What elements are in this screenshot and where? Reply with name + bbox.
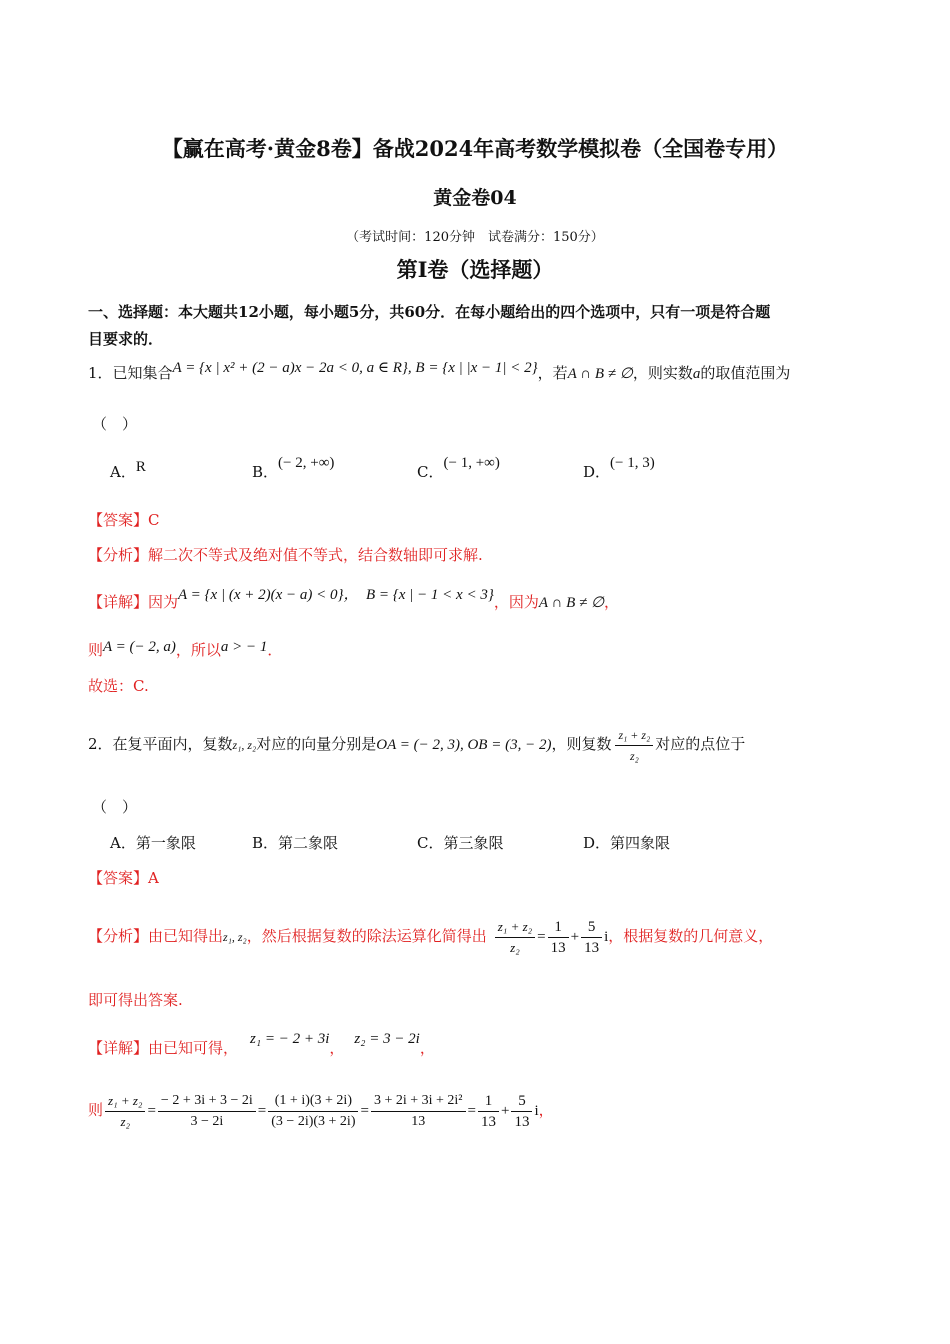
q2-bracket: （ ）	[92, 798, 138, 816]
equals-sign: =	[360, 1103, 369, 1119]
detail-z2: z₂ = 3 − 2i	[354, 1031, 420, 1047]
detail-post: ，	[419, 1039, 435, 1057]
exam-info: （考试时间：120分钟 试卷满分：150分）	[346, 230, 604, 245]
q2-answer: 【答案】A	[88, 869, 159, 887]
q2-option-c	[417, 833, 504, 853]
q1-option-b	[252, 455, 335, 483]
equals-sign: =	[537, 929, 546, 945]
volume-title: 第I卷（选择题）	[396, 257, 554, 282]
imaginary-unit: i	[534, 1103, 539, 1119]
fraction-numerator: z₁ + z₂	[105, 1091, 145, 1112]
fraction-numerator: 1	[548, 917, 569, 938]
analysis-post: ，根据复数的几何意义，	[608, 927, 774, 945]
option-label: B．	[252, 834, 279, 852]
detail-z1: z₁ = − 2 + 3i	[250, 1031, 330, 1047]
section-intro-line2: 目要求的．	[88, 330, 164, 348]
q2-analysis-line2: 即可得出答案.	[88, 991, 183, 1009]
option-label: A．	[110, 463, 136, 481]
q1-var-a: a	[692, 366, 701, 382]
fraction-numerator: z₁ + z₂	[495, 917, 535, 938]
detail-set-a: A = {x | (x + 2)(x − a) < 0}	[178, 587, 344, 603]
analysis-fraction	[495, 917, 535, 958]
fraction-numerator: 5	[581, 917, 602, 938]
fraction-denominator: (3 − 2i)(3 + 2i)	[271, 1113, 356, 1129]
calc-fraction-4	[371, 1091, 466, 1132]
fraction-numerator: (1 + i)(3 + 2i)	[268, 1091, 358, 1112]
option-text: R	[135, 459, 146, 475]
question-1-stem	[88, 360, 791, 384]
calc-post: ，	[538, 1101, 554, 1119]
option-text: (− 1, 3)	[610, 455, 655, 471]
fraction-denominator: z₂	[510, 939, 520, 955]
detail-tag: 【详解】	[88, 593, 149, 611]
page-subtitle: 黄金卷04	[433, 187, 517, 209]
q2-detail	[88, 1031, 435, 1059]
q2-z-vars: z₁, z₂	[232, 738, 257, 752]
plus-sign: +	[570, 929, 580, 945]
fraction-denominator: 3 − 2i	[190, 1113, 224, 1129]
calc-fraction-6	[511, 1091, 532, 1132]
page-title: 【赢在高考·黄金8卷】备战2024年高考数学模拟卷（全国卷专用）	[161, 136, 789, 161]
q2-option-d	[583, 833, 670, 853]
detail-set-b: ， B = {x | − 1 < x < 3}	[343, 587, 494, 603]
q1-prefix: 1．已知集合	[88, 364, 173, 382]
plus-sign: +	[500, 1103, 510, 1119]
analysis-mid: ，然后根据复数的除法运算化简得出	[246, 927, 487, 945]
q1-conclusion: 故选：C.	[88, 677, 149, 695]
calc-fraction-3	[268, 1091, 358, 1132]
analysis-tag: 【分析】	[88, 546, 149, 564]
q2-prefix: 2．在复平面内，复数	[88, 735, 233, 753]
q2-vectors: OA = (− 2, 3), OB = (3, − 2)	[376, 737, 552, 753]
q2-fraction	[615, 725, 653, 766]
detail-cond-post: ，	[604, 593, 620, 611]
fraction-numerator: 3 + 2i + 3i + 2i²	[371, 1091, 466, 1112]
q1-analysis	[88, 545, 483, 565]
detail-pre: 因为	[148, 593, 179, 611]
q1-cond: A ∩ B ≠ ∅	[567, 366, 633, 382]
fraction-denominator: 13	[514, 1113, 530, 1130]
option-label: D．	[583, 834, 611, 852]
option-label: B．	[252, 463, 279, 481]
equals-sign: =	[467, 1103, 476, 1119]
calc-pre: 则	[88, 1101, 104, 1119]
q2-option-b	[252, 833, 338, 853]
calc-fraction-2	[158, 1091, 256, 1132]
option-text: 第二象限	[278, 834, 339, 852]
fraction-numerator: − 2 + 3i + 3 − 2i	[158, 1091, 256, 1112]
analysis-pre: 由已知得出	[148, 927, 224, 945]
q2-calculation	[88, 1078, 554, 1143]
detail-cond-pre: ，因为	[493, 593, 539, 611]
q1-option-a	[110, 459, 146, 483]
fraction-denominator: 13	[550, 939, 566, 956]
fraction-denominator: 13	[411, 1113, 426, 1129]
option-label: D．	[583, 463, 611, 481]
detail-tag: 【详解】	[88, 1039, 149, 1057]
q2-analysis	[88, 902, 773, 971]
detail2-mid: ，所以	[175, 641, 221, 659]
calc-fraction-1	[105, 1091, 145, 1132]
option-text: 第四象限	[610, 834, 671, 852]
q1-suffix-pre: ，则实数	[632, 364, 693, 382]
option-text: (− 1, +∞)	[443, 455, 500, 471]
q1-bracket: （ ）	[92, 415, 138, 433]
fraction-denominator: 13	[584, 939, 600, 956]
section-intro-line1: 一、选择题：本大题共12小题，每小题5分，共60分．在每小题给出的四个选项中，只有一项是符合题	[88, 303, 771, 321]
fraction-denominator: z₂	[629, 748, 639, 763]
question-2-stem	[88, 710, 745, 779]
fraction-numerator: 1	[478, 1091, 499, 1112]
detail2-a: A = (− 2, a)	[103, 639, 176, 655]
q1-option-c	[417, 455, 500, 483]
q2-suffix: 对应的点位于	[655, 735, 746, 753]
detail-sep: ，	[329, 1039, 345, 1057]
q2-option-a	[110, 833, 196, 853]
analysis-tag: 【分析】	[88, 927, 149, 945]
q1-set-b: , B = {x | |x − 1| < 2}	[407, 360, 538, 376]
q1-detail-2	[88, 640, 282, 661]
analysis-z: z₁, z₂	[223, 930, 247, 944]
option-label: C．	[417, 463, 444, 481]
q1-detail	[88, 587, 620, 613]
fraction-denominator: 13	[480, 1113, 496, 1130]
detail2-pre: 则	[88, 641, 104, 659]
analysis-fraction-2	[581, 917, 602, 958]
q1-option-d	[583, 455, 655, 483]
fraction-numerator: z₁ + z₂	[615, 725, 653, 746]
q1-set-a: A = {x | x² + (2 − a)x − 2a < 0, a ∈ R}	[172, 360, 408, 376]
q1-suffix: 的取值范围为	[700, 364, 791, 382]
equals-sign: =	[257, 1103, 267, 1119]
imaginary-unit: i	[604, 929, 609, 945]
detail-cond: A ∩ B ≠ ∅	[538, 595, 605, 611]
detail2-b: a > − 1	[220, 639, 268, 655]
analysis-fraction-1	[548, 917, 569, 958]
option-text: 第三象限	[443, 834, 504, 852]
option-text: 第一象限	[135, 834, 196, 852]
q1-answer: 【答案】C	[88, 511, 160, 529]
option-label: C．	[417, 834, 444, 852]
detail-pre: 由已知可得，	[148, 1039, 239, 1057]
fraction-numerator: 5	[511, 1091, 532, 1112]
equals-sign: =	[147, 1103, 156, 1119]
option-label: A．	[110, 834, 136, 852]
analysis-text: 解二次不等式及绝对值不等式，结合数轴即可求解.	[148, 546, 483, 564]
q2-mid: 对应的向量分别是	[256, 735, 377, 753]
q2-mid2: ，则复数	[551, 735, 612, 753]
detail2-post: ．	[267, 641, 283, 659]
q1-cond-pre: ，若	[537, 364, 568, 382]
fraction-denominator: z₂	[120, 1113, 131, 1129]
option-text: (− 2, +∞)	[278, 455, 335, 471]
calc-fraction-5	[478, 1091, 499, 1132]
